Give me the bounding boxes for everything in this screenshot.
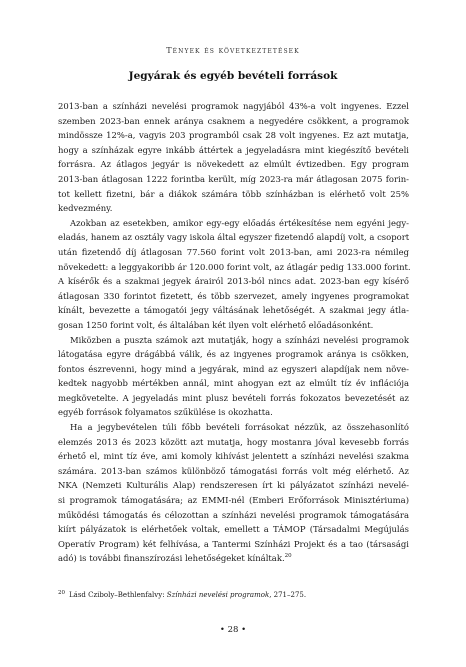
- text-line: kedvezmény.: [58, 203, 113, 214]
- text-line: mindössze 12%-a, vagyis 203 programból csak 28 volt ingyenes. Ez azt mutatja,: [58, 130, 409, 141]
- footnote-title: Színházi nevelési programok: [166, 591, 270, 599]
- text-line: 2013-ban a színházi nevelési programok nagyjából 43%-a volt ingyenes. Ezzel: [58, 101, 409, 111]
- text-line: érhető el, mint tíz éve, ami komoly kihívást jelentett a színházi nevelési szakma: [58, 451, 409, 462]
- text-line: átlagosan 330 forintot fizetett, és több szervezet, amely ingyenes programokat: [58, 290, 409, 301]
- text-line: si programok támogatására; az EMMI-nél (Emberi Erőforrások Minisztériuma): [58, 495, 409, 506]
- text-line: kiírt pályázatok is elérhetőek voltak, emellett a TÁMOP (Társadalmi Megújulás: [58, 524, 409, 535]
- page-number: • 28 •: [219, 625, 247, 635]
- text-line: elemzés 2013 és 2023 között azt mutatja, hogy mostanra jóval kevesebb forrás: [58, 436, 409, 447]
- text-line: megkövetelte. A jegyeladás mint plusz bevételi forrás fokozatos bevezetését az: [58, 392, 409, 403]
- section-heading: Jegyárak és egyéb bevételi források: [128, 70, 338, 82]
- text-line: növekedett: a leggyakoribb ár 120.000 forint volt, az átlagár pedig 133.000 forint.: [58, 261, 411, 272]
- text-line: hogy a színházak egyre inkább áttértek a jegyeladásra mint kiegészítő bevételi: [58, 144, 409, 155]
- text-line: tot kellett fizetni, bár a diákok számára több színházban is elérhető volt 25%: [58, 188, 409, 199]
- body-text: [58, 99, 409, 566]
- text-line: után fizetendő díj átlagosan 77.560 forint volt 2013-ban, ami 2023-ra némileg: [58, 246, 409, 257]
- text-line: gosan 1250 forint volt, és általában két ilyen volt elérhető előadásonként.: [58, 319, 374, 330]
- footnote: [58, 590, 409, 600]
- text-line: kedtek nagyobb mértékben annál, mint ahogyan ezt az elmúlt tíz év inflációja: [58, 378, 409, 389]
- text-line: Ha a jegybevételen túli főbb bevételi forrásokat nézzük, az összehasonlító: [70, 422, 409, 433]
- footnote-prefix: Lásd Cziboly–Bethlenfalvy:: [69, 591, 167, 599]
- text-line: szemben 2023-ban ennek aránya csaknem a negyedére csökkent, a programok: [58, 115, 409, 126]
- text-line: NKA (Nemzeti Kulturális Alap) rendszeresen írt ki pályázatot színházi nevelé-: [58, 480, 409, 491]
- text-line: Operatív Program) két felhívása, a Tantermi Színházi Projekt és a tao (társasági: [58, 538, 409, 549]
- text-line: forrásra. Az átlagos jegyár is növekedett az elmúlt évtizedben. Egy program: [58, 159, 409, 170]
- text-line: Azokban az esetekben, amikor egy-egy előadás értékesítése nem egyéni jegy-: [70, 217, 409, 228]
- text-line: számára. 2013-ban számos különböző támogatási forrás volt még elérhető. Az: [58, 465, 409, 476]
- text-line: 2013-ban átlagosan 1222 forintba került, míg 2023-ra már átlagosan 2075 forin-: [58, 173, 409, 184]
- text-line: fontos észrevenni, hogy mind a jegyárak, mind az egyszeri alapdíjak nem növe-: [58, 363, 409, 374]
- text-line: működési támogatás és célozottan a színházi nevelési programok támogatására: [58, 509, 409, 520]
- text-line: kínált, bevezette a támogatói jegy váltásának lehetőségét. A szakmai jegy átla-: [58, 305, 409, 316]
- footnote-suffix: , 271–275.: [269, 591, 307, 599]
- text-line: adó) is további finanszírozási lehetőségeket kínáltak.$^{20}$: [58, 553, 292, 564]
- running-head: Tények és következtetések: [166, 46, 300, 55]
- text-line: Miközben a puszta számok azt mutatják, hogy a színházi nevelési programok: [70, 334, 409, 345]
- text-line: egyéb források folyamatos szűkülése is okozhatta.: [58, 407, 273, 418]
- text-line: A kísérők és a szakmai jegyek árairól 2013-ból nincs adat. 2023-ban egy kísérő: [58, 276, 409, 287]
- text-line: eladás, hanem az osztály vagy iskola által egyszer fizetendő alapdíj volt, a csoport: [58, 232, 410, 243]
- footnote-number: 20: [58, 589, 65, 596]
- text-line: látogatása egyre drágábbá válik, és az ingyenes programok aránya is csökken,: [58, 349, 409, 360]
- footnote-reference: 20: [284, 553, 292, 560]
